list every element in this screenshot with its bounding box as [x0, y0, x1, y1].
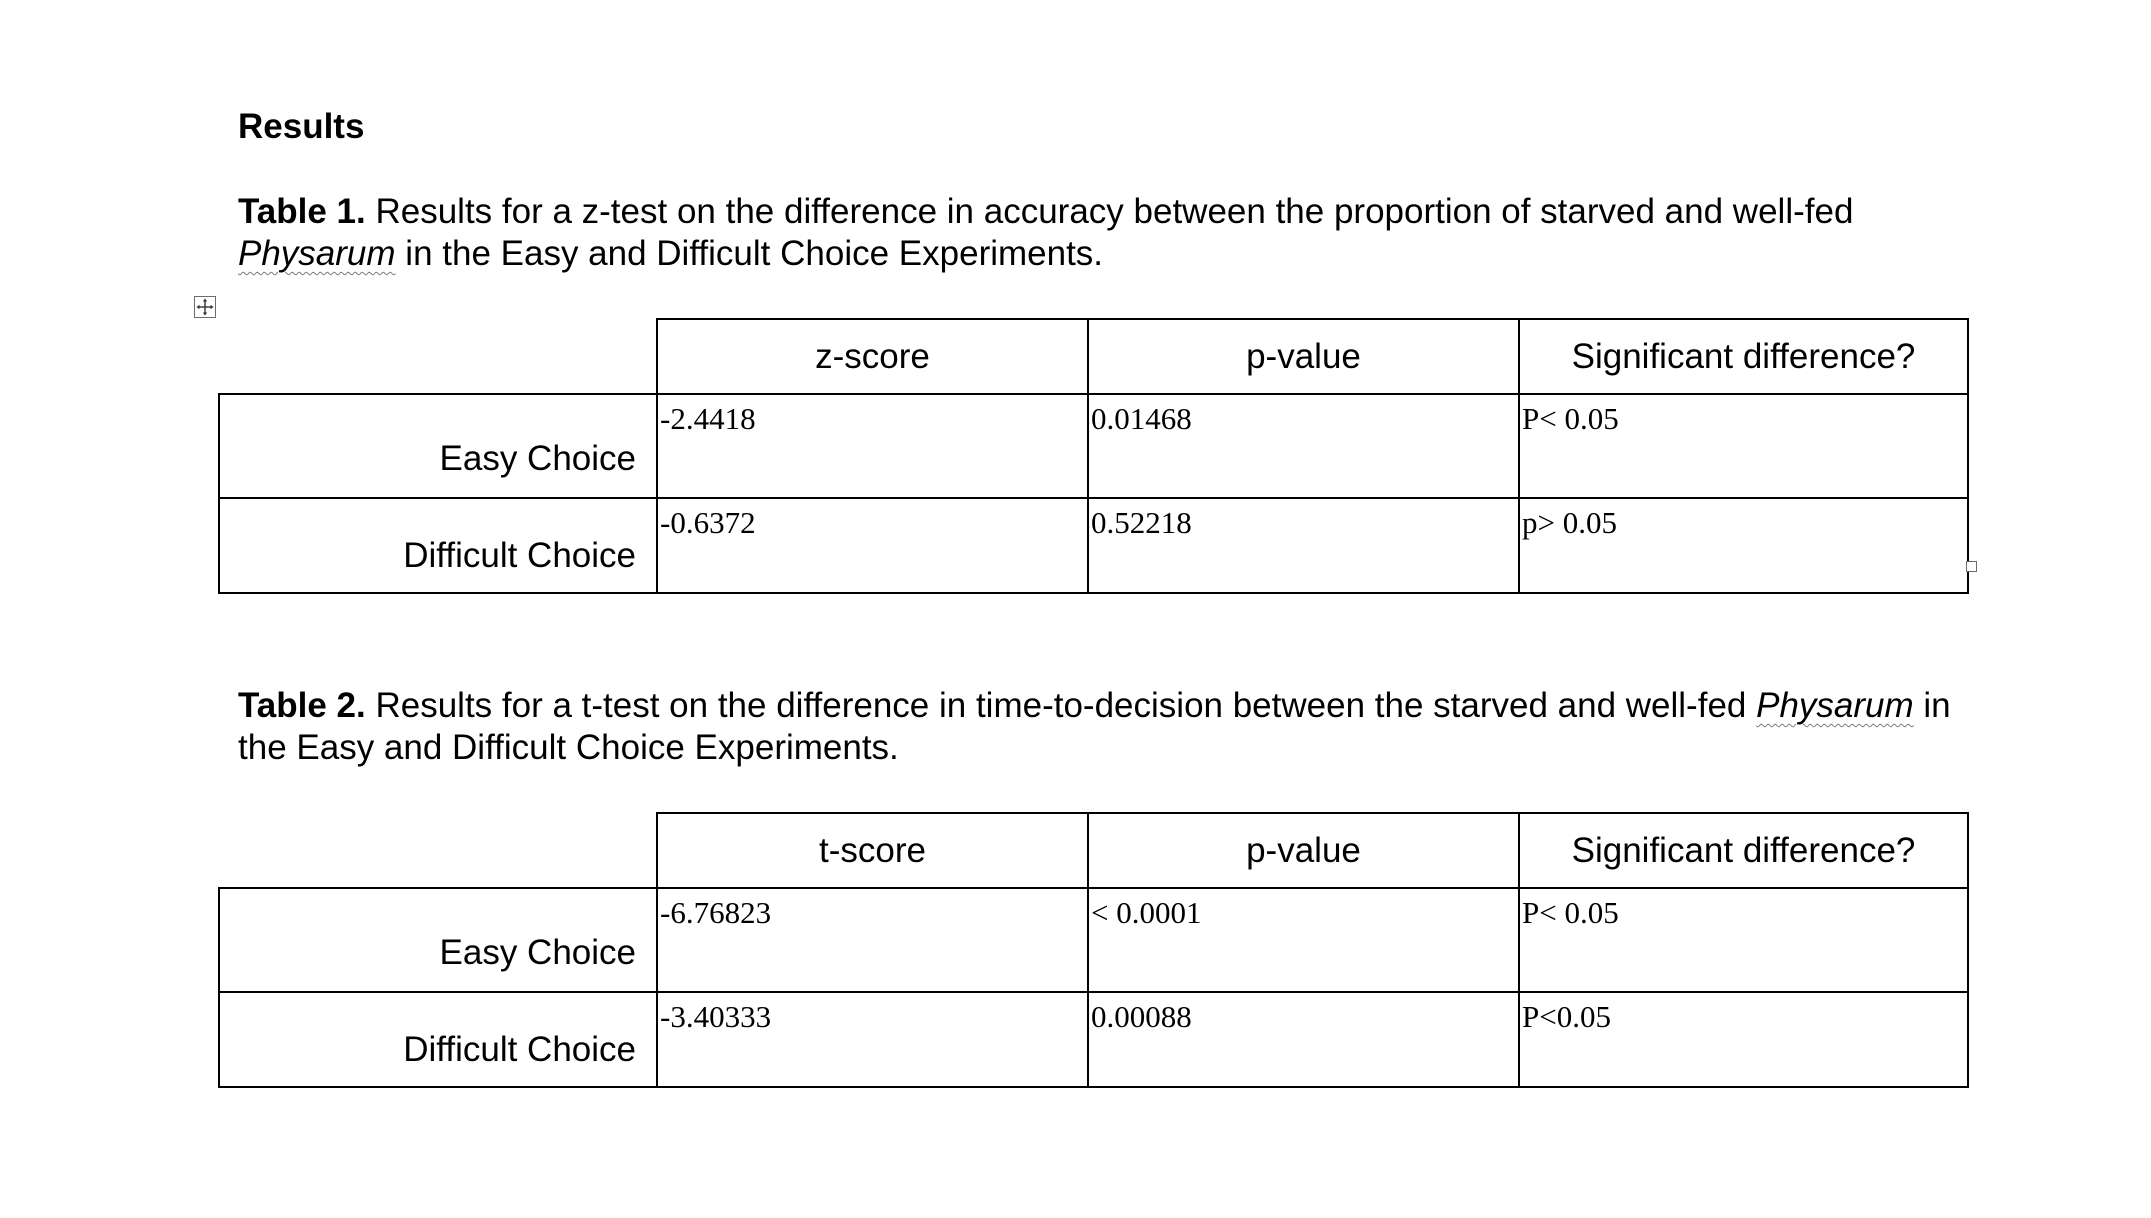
table-row: [219, 498, 1968, 593]
table-header-row: [219, 813, 1968, 888]
table-corner-cell: [219, 813, 657, 888]
column-header: Significant difference?: [1519, 319, 1968, 394]
table-cell: 0.52218: [1088, 498, 1519, 593]
table-row: [219, 992, 1968, 1087]
column-header: z-score: [657, 319, 1088, 394]
table-corner-cell: [219, 319, 657, 394]
table-cell: P< 0.05: [1519, 394, 1968, 498]
table-cell: -6.76823: [657, 888, 1088, 992]
column-header: Significant difference?: [1519, 813, 1968, 888]
table-cell: p> 0.05: [1519, 498, 1968, 593]
table2-caption-text: Results for a t-test on the difference in time-to-decision between the starved and well-fed: [365, 686, 1757, 725]
table1-caption-text-end: in the Easy and Difficult Choice Experiments.: [395, 234, 1104, 273]
table-cell: -2.4418: [657, 394, 1088, 498]
table2-caption: [238, 685, 1978, 769]
table-cell: P<0.05: [1519, 992, 1968, 1087]
table-row: [219, 888, 1968, 992]
table-row: [219, 394, 1968, 498]
table2-caption-text-end: in the Easy and Difficult Choice Experiments.: [238, 686, 1951, 767]
row-label: Difficult Choice: [219, 992, 657, 1087]
column-header: t-score: [657, 813, 1088, 888]
table1-caption: [238, 191, 1978, 275]
move-arrows-icon: [195, 297, 215, 317]
column-header: p-value: [1088, 813, 1519, 888]
column-header: p-value: [1088, 319, 1519, 394]
table-cell: P< 0.05: [1519, 888, 1968, 992]
table-cell: 0.00088: [1088, 992, 1519, 1087]
table2-caption-label: Table 2.: [238, 686, 366, 725]
table-cell: -3.40333: [657, 992, 1088, 1087]
section-heading: Results: [238, 107, 365, 146]
table1-caption-species: Physarum: [238, 234, 396, 273]
table-resize-handle-icon[interactable]: [1966, 561, 1977, 572]
table-cell: 0.01468: [1088, 394, 1519, 498]
results-table-1: [218, 318, 1969, 594]
table-cell: -0.6372: [657, 498, 1088, 593]
table1-caption-label: Table 1.: [238, 192, 366, 231]
table1-caption-text: Results for a z-test on the difference in accuracy between the proportion of starved and well-fed: [365, 192, 1854, 231]
table-cell: < 0.0001: [1088, 888, 1519, 992]
table-header-row: [219, 319, 1968, 394]
table-move-handle-icon[interactable]: [194, 296, 216, 318]
table2-caption-species: Physarum: [1756, 686, 1914, 725]
row-label: Difficult Choice: [219, 498, 657, 593]
results-table-2: [218, 812, 1969, 1088]
row-label: Easy Choice: [219, 394, 657, 498]
row-label: Easy Choice: [219, 888, 657, 992]
